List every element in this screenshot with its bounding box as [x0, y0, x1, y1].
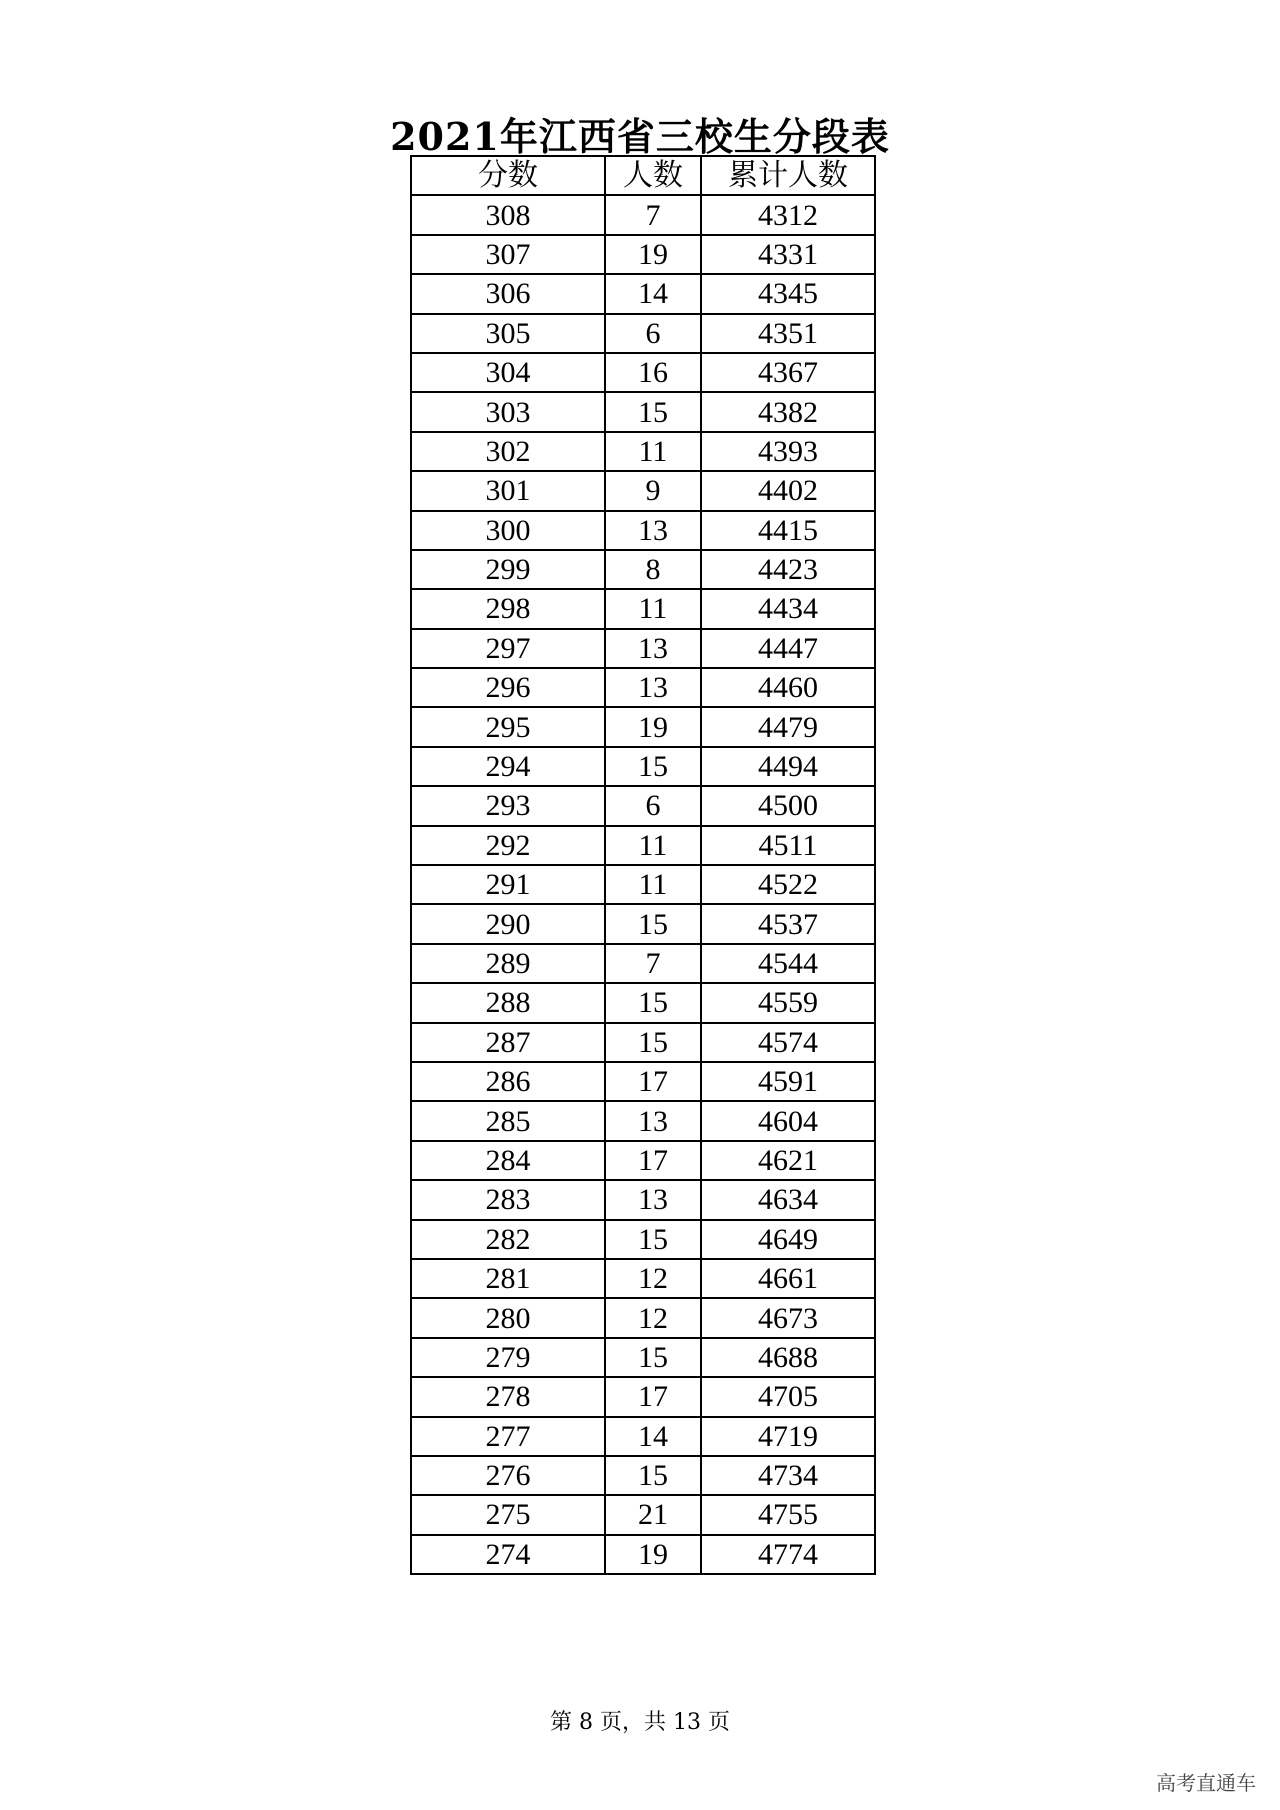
- table-row: [411, 274, 875, 313]
- cell-count: 8: [605, 550, 701, 589]
- cell-count: 14: [605, 274, 701, 313]
- cell-score: 294: [411, 747, 605, 786]
- table-row: [411, 1259, 875, 1298]
- cell-score: 280: [411, 1298, 605, 1337]
- cell-cumulative: 4382: [701, 392, 875, 431]
- cell-count: 6: [605, 314, 701, 353]
- cell-score: 276: [411, 1456, 605, 1495]
- cell-score: 305: [411, 314, 605, 353]
- table-row: [411, 1417, 875, 1456]
- cell-cumulative: 4331: [701, 235, 875, 274]
- header-score: 分数: [411, 156, 605, 195]
- cell-count: 13: [605, 629, 701, 668]
- cell-score: 287: [411, 1023, 605, 1062]
- cell-cumulative: 4774: [701, 1535, 875, 1574]
- table-row: [411, 629, 875, 668]
- table-row: [411, 865, 875, 904]
- table-row: [411, 1023, 875, 1062]
- cell-count: 15: [605, 747, 701, 786]
- cell-count: 21: [605, 1495, 701, 1534]
- cell-cumulative: 4434: [701, 589, 875, 628]
- cell-cumulative: 4423: [701, 550, 875, 589]
- cell-score: 298: [411, 589, 605, 628]
- cell-score: 278: [411, 1377, 605, 1416]
- cell-cumulative: 4494: [701, 747, 875, 786]
- table-row: [411, 1377, 875, 1416]
- cell-score: 290: [411, 904, 605, 943]
- cell-count: 17: [605, 1141, 701, 1180]
- cell-cumulative: 4402: [701, 471, 875, 510]
- page-title: 2021年江西省三校生分段表: [390, 114, 890, 160]
- cell-score: 286: [411, 1062, 605, 1101]
- cell-count: 19: [605, 1535, 701, 1574]
- table-row: [411, 1141, 875, 1180]
- cell-count: 13: [605, 1180, 701, 1219]
- cell-count: 7: [605, 195, 701, 234]
- cell-cumulative: 4591: [701, 1062, 875, 1101]
- cell-cumulative: 4393: [701, 432, 875, 471]
- cell-count: 16: [605, 353, 701, 392]
- cell-cumulative: 4755: [701, 1495, 875, 1534]
- cell-cumulative: 4447: [701, 629, 875, 668]
- cell-count: 7: [605, 944, 701, 983]
- cell-cumulative: 4574: [701, 1023, 875, 1062]
- cell-count: 15: [605, 1456, 701, 1495]
- table-row: [411, 589, 875, 628]
- cell-cumulative: 4511: [701, 826, 875, 865]
- cell-score: 295: [411, 707, 605, 746]
- table-row: [411, 1338, 875, 1377]
- cell-count: 15: [605, 392, 701, 431]
- cell-cumulative: 4604: [701, 1101, 875, 1140]
- cell-cumulative: 4367: [701, 353, 875, 392]
- cell-count: 15: [605, 983, 701, 1022]
- cell-score: 296: [411, 668, 605, 707]
- cell-score: 293: [411, 786, 605, 825]
- cell-cumulative: 4345: [701, 274, 875, 313]
- cell-score: 275: [411, 1495, 605, 1534]
- cell-cumulative: 4719: [701, 1417, 875, 1456]
- cell-score: 304: [411, 353, 605, 392]
- cell-score: 284: [411, 1141, 605, 1180]
- cell-score: 299: [411, 550, 605, 589]
- cell-cumulative: 4522: [701, 865, 875, 904]
- cell-count: 13: [605, 668, 701, 707]
- table-row: [411, 904, 875, 943]
- cell-cumulative: 4537: [701, 904, 875, 943]
- cell-count: 19: [605, 235, 701, 274]
- table-row: [411, 471, 875, 510]
- cell-score: 308: [411, 195, 605, 234]
- cell-score: 302: [411, 432, 605, 471]
- cell-cumulative: 4559: [701, 983, 875, 1022]
- table-row: [411, 668, 875, 707]
- cell-score: 307: [411, 235, 605, 274]
- table-row: [411, 1298, 875, 1337]
- table-row: [411, 1062, 875, 1101]
- cell-score: 282: [411, 1220, 605, 1259]
- cell-count: 9: [605, 471, 701, 510]
- table-row: [411, 786, 875, 825]
- table-row: [411, 1101, 875, 1140]
- table-row: [411, 747, 875, 786]
- cell-score: 288: [411, 983, 605, 1022]
- cell-cumulative: 4661: [701, 1259, 875, 1298]
- table-row: [411, 707, 875, 746]
- cell-cumulative: 4415: [701, 511, 875, 550]
- cell-cumulative: 4705: [701, 1377, 875, 1416]
- table-row: [411, 392, 875, 431]
- table-row: [411, 235, 875, 274]
- cell-cumulative: 4649: [701, 1220, 875, 1259]
- table-row: [411, 511, 875, 550]
- cell-score: 306: [411, 274, 605, 313]
- page-number: 第 8 页，共 13 页: [550, 1710, 730, 1735]
- table-row: [411, 983, 875, 1022]
- cell-score: 277: [411, 1417, 605, 1456]
- cell-score: 285: [411, 1101, 605, 1140]
- cell-count: 17: [605, 1377, 701, 1416]
- cell-cumulative: 4688: [701, 1338, 875, 1377]
- cell-score: 289: [411, 944, 605, 983]
- table-row: [411, 432, 875, 471]
- cell-count: 17: [605, 1062, 701, 1101]
- cell-cumulative: 4479: [701, 707, 875, 746]
- cell-score: 283: [411, 1180, 605, 1219]
- table-row: [411, 1220, 875, 1259]
- cell-score: 297: [411, 629, 605, 668]
- cell-count: 15: [605, 1220, 701, 1259]
- table-row: [411, 1495, 875, 1534]
- cell-score: 281: [411, 1259, 605, 1298]
- cell-count: 15: [605, 904, 701, 943]
- cell-cumulative: 4312: [701, 195, 875, 234]
- cell-cumulative: 4500: [701, 786, 875, 825]
- cell-count: 11: [605, 865, 701, 904]
- table-row: [411, 195, 875, 234]
- cell-score: 292: [411, 826, 605, 865]
- cell-cumulative: 4621: [701, 1141, 875, 1180]
- table-row: [411, 550, 875, 589]
- cell-score: 291: [411, 865, 605, 904]
- cell-cumulative: 4544: [701, 944, 875, 983]
- cell-score: 303: [411, 392, 605, 431]
- cell-score: 279: [411, 1338, 605, 1377]
- watermark-text: 高考直通车: [1156, 1771, 1256, 1795]
- cell-count: 6: [605, 786, 701, 825]
- cell-cumulative: 4460: [701, 668, 875, 707]
- table-row: [411, 826, 875, 865]
- cell-score: 300: [411, 511, 605, 550]
- cell-count: 15: [605, 1023, 701, 1062]
- cell-count: 12: [605, 1298, 701, 1337]
- cell-cumulative: 4351: [701, 314, 875, 353]
- cell-count: 11: [605, 432, 701, 471]
- table-row: [411, 1456, 875, 1495]
- cell-count: 11: [605, 589, 701, 628]
- table-header-row: [411, 156, 875, 195]
- cell-count: 12: [605, 1259, 701, 1298]
- cell-count: 19: [605, 707, 701, 746]
- header-cumulative: 累计人数: [701, 156, 875, 195]
- table-row: [411, 314, 875, 353]
- cell-count: 13: [605, 1101, 701, 1140]
- score-distribution-table: [410, 155, 876, 1575]
- header-count: 人数: [605, 156, 701, 195]
- cell-cumulative: 4634: [701, 1180, 875, 1219]
- table-row: [411, 1180, 875, 1219]
- cell-count: 14: [605, 1417, 701, 1456]
- cell-score: 301: [411, 471, 605, 510]
- cell-score: 274: [411, 1535, 605, 1574]
- cell-cumulative: 4673: [701, 1298, 875, 1337]
- cell-count: 15: [605, 1338, 701, 1377]
- cell-count: 13: [605, 511, 701, 550]
- table-row: [411, 1535, 875, 1574]
- cell-count: 11: [605, 826, 701, 865]
- cell-cumulative: 4734: [701, 1456, 875, 1495]
- table-row: [411, 353, 875, 392]
- table-row: [411, 944, 875, 983]
